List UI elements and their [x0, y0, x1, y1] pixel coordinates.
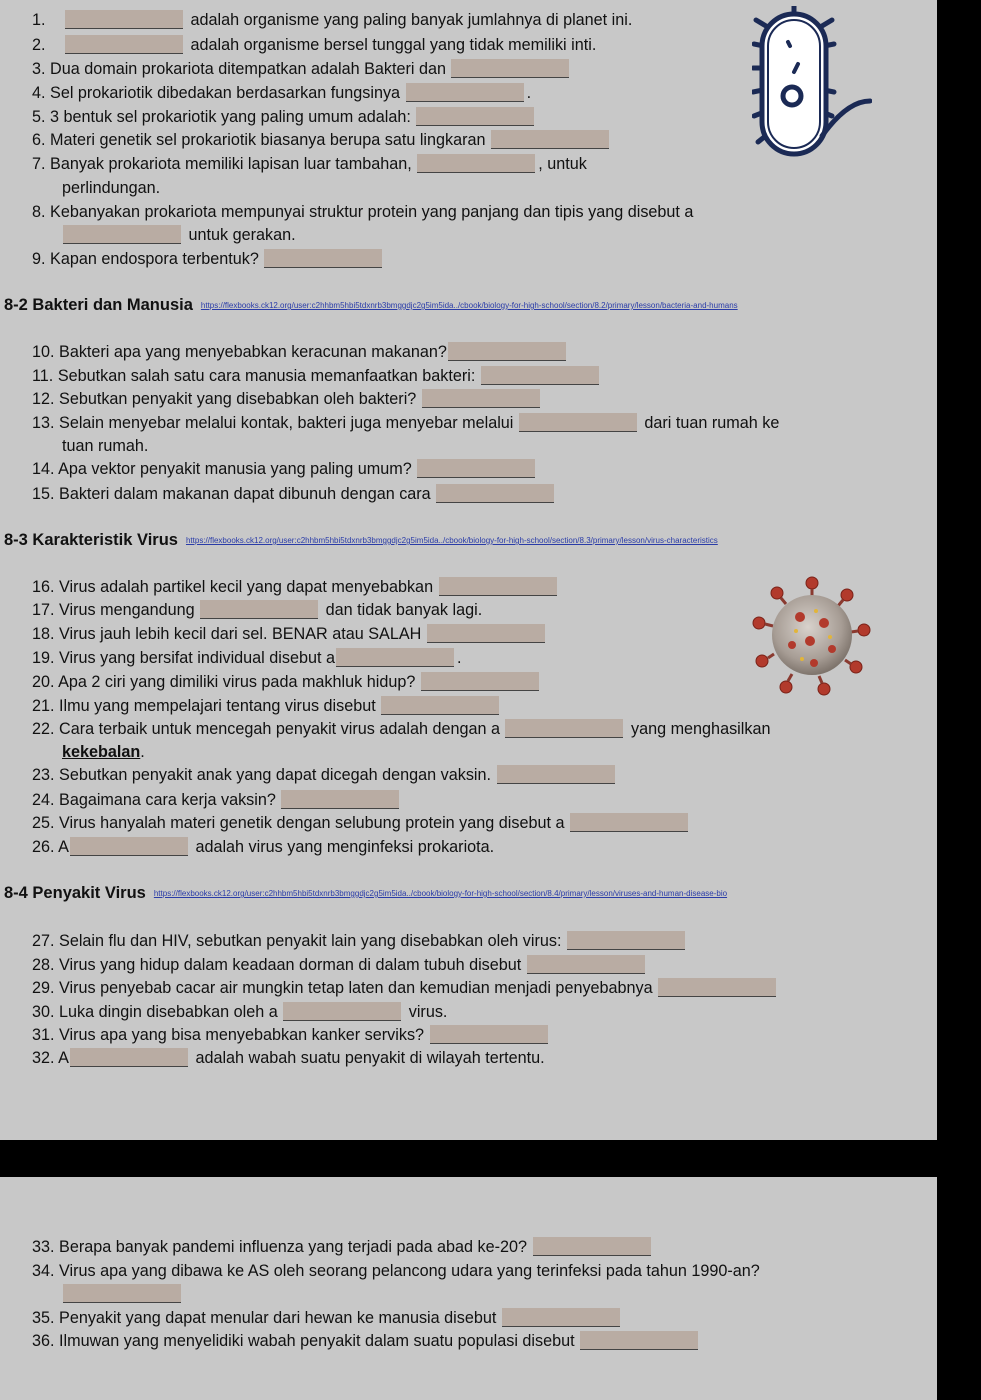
- question-6: 6. Materi genetik sel prokariotik biasanya berupa satu lingkaran: [32, 130, 612, 150]
- answer-blank-29[interactable]: [658, 978, 776, 997]
- question-27: 27. Selain flu dan HIV, sebutkan penyakit lain yang disebabkan oleh virus:: [32, 931, 688, 951]
- question-34-continued: [62, 1284, 184, 1304]
- virus-icon: [752, 575, 872, 697]
- answer-blank-17[interactable]: [200, 600, 318, 619]
- question-13-continued: tuan rumah.: [62, 437, 149, 455]
- question-25: 25. Virus hanyalah materi genetik dengan selubung protein yang disebut a: [32, 813, 691, 833]
- section-title-8-4: 8-4 Penyakit Virus https://flexbooks.ck12.org/user:c2hhbm5hbi5tdxnrb3bmggdjc2g5im5ida../cbook/biology-for-high-school/section/8.4/primary/lesson/viruses-and-human-disease-bio: [4, 884, 728, 902]
- question-35: 35. Penyakit yang dapat menular dari hewan ke manusia disebut: [32, 1308, 623, 1328]
- question-26: 26. A adalah virus yang menginfeksi prokariota.: [32, 838, 495, 856]
- answer-blank-1[interactable]: [65, 10, 183, 29]
- question-22: 22. Cara terbaik untuk mencegah penyakit virus adalah dengan a yang menghasilkan: [32, 720, 771, 738]
- answer-blank-21[interactable]: [381, 696, 499, 715]
- answer-blank-16[interactable]: [439, 577, 557, 596]
- question-29: 29. Virus penyebab cacar air mungkin tetap laten dan kemudian menjadi penyebabnya: [32, 978, 779, 998]
- answer-blank-6[interactable]: [491, 130, 609, 149]
- answer-blank-25[interactable]: [570, 813, 688, 832]
- answer-blank-7[interactable]: [417, 154, 535, 173]
- question-15: 15. Bakteri dalam makanan dapat dibunuh dengan cara: [32, 484, 557, 504]
- question-5: 5. 3 bentuk sel prokariotik yang paling umum adalah:: [32, 107, 537, 127]
- answer-blank-27[interactable]: [567, 931, 685, 950]
- question-7-continued: perlindungan.: [62, 179, 161, 197]
- answer-blank-18[interactable]: [427, 624, 545, 643]
- question-7: 7. Banyak prokariota memiliki lapisan luar tambahan, , untuk: [32, 155, 587, 173]
- answer-blank-35[interactable]: [502, 1308, 620, 1327]
- answer-blank-36[interactable]: [580, 1331, 698, 1350]
- question-8-continued: untuk gerakan.: [62, 225, 296, 245]
- answer-blank-15[interactable]: [436, 484, 554, 503]
- question-4: 4. Sel prokariotik dibedakan berdasarkan fungsinya .: [32, 84, 532, 102]
- question-16: 16. Virus adalah partikel kecil yang dapat menyebabkan: [32, 577, 560, 597]
- answer-blank-23[interactable]: [497, 765, 615, 784]
- question-24: 24. Bagaimana cara kerja vaksin?: [32, 790, 402, 810]
- question-18: 18. Virus jauh lebih kecil dari sel. BENAR atau SALAH: [32, 624, 548, 644]
- answer-blank-20[interactable]: [421, 672, 539, 691]
- question-17: 17. Virus mengandung dan tidak banyak lagi.: [32, 601, 483, 619]
- answer-blank-11[interactable]: [481, 366, 599, 385]
- answer-blank-30[interactable]: [283, 1002, 401, 1021]
- answer-blank-12[interactable]: [422, 389, 540, 408]
- question-1: 1. adalah organisme yang paling banyak jumlahnya di planet ini.: [32, 11, 633, 29]
- section-8-4-link[interactable]: https://flexbooks.ck12.org/user:c2hhbm5hbi5tdxnrb3bmggdjc2g5im5ida../cbook/biology-for-high-school/section/8.4/primary/lesson/viruses-and-human-disease-bio: [153, 889, 728, 898]
- question-34: 34. Virus apa yang dibawa ke AS oleh seorang pelancong udara yang terinfeksi pada tahun 1990-an?: [32, 1262, 760, 1280]
- question-10: 10. Bakteri apa yang menyebabkan keracunan makanan?: [32, 342, 569, 362]
- question-23: 23. Sebutkan penyakit anak yang dapat dicegah dengan vaksin.: [32, 765, 618, 785]
- answer-blank-19[interactable]: [336, 648, 454, 667]
- section-title-8-2: 8-2 Bakteri dan Manusia https://flexbooks.ck12.org/user:c2hhbm5hbi5tdxnrb3bmggdjc2g5im5ida../cbook/biology-for-high-school/section/8.2/primary/lesson/bacteria-and-humans: [4, 296, 738, 314]
- question-19: 19. Virus yang bersifat individual disebut a .: [32, 649, 462, 667]
- question-2: 2. adalah organisme bersel tunggal yang tidak memiliki inti.: [32, 36, 597, 54]
- question-30: 30. Luka dingin disebabkan oleh a virus.: [32, 1003, 448, 1021]
- answer-blank-8[interactable]: [63, 225, 181, 244]
- answer-blank-33[interactable]: [533, 1237, 651, 1256]
- answer-blank-3[interactable]: [451, 59, 569, 78]
- question-28: 28. Virus yang hidup dalam keadaan dorman di dalam tubuh disebut: [32, 955, 648, 975]
- question-21: 21. Ilmu yang mempelajari tentang virus disebut: [32, 696, 502, 716]
- question-32: 32. A adalah wabah suatu penyakit di wilayah tertentu.: [32, 1049, 545, 1067]
- question-14: 14. Apa vektor penyakit manusia yang paling umum?: [32, 459, 538, 479]
- question-9: 9. Kapan endospora terbentuk?: [32, 249, 385, 269]
- question-3: 3. Dua domain prokariota ditempatkan adalah Bakteri dan: [32, 59, 572, 79]
- answer-blank-5[interactable]: [416, 107, 534, 126]
- section-8-3-link[interactable]: https://flexbooks.ck12.org/user:c2hhbm5hbi5tdxnrb3bmggdjc2g5im5ida../cbook/biology-for-high-school/section/8.3/primary/lesson/virus-characteristics: [185, 536, 718, 545]
- question-13: 13. Selain menyebar melalui kontak, bakteri juga menyebar melalui dari tuan rumah ke: [32, 414, 780, 432]
- question-22-continued: kekebalan.: [62, 743, 145, 761]
- answer-blank-26[interactable]: [70, 837, 188, 856]
- answer-blank-22[interactable]: [505, 719, 623, 738]
- question-33: 33. Berapa banyak pandemi influenza yang terjadi pada abad ke-20?: [32, 1237, 654, 1257]
- answer-blank-4[interactable]: [406, 83, 524, 102]
- answer-blank-13[interactable]: [519, 413, 637, 432]
- answer-blank-2[interactable]: [65, 35, 183, 54]
- question-36: 36. Ilmuwan yang menyelidiki wabah penyakit dalam suatu populasi disebut: [32, 1331, 701, 1351]
- answer-blank-14[interactable]: [417, 459, 535, 478]
- question-31: 31. Virus apa yang bisa menyebabkan kanker serviks?: [32, 1025, 551, 1045]
- answer-blank-34[interactable]: [63, 1284, 181, 1303]
- answer-blank-31[interactable]: [430, 1025, 548, 1044]
- answer-blank-28[interactable]: [527, 955, 645, 974]
- question-8: 8. Kebanyakan prokariota mempunyai struktur protein yang panjang dan tipis yang disebut a: [32, 203, 694, 221]
- answer-blank-10[interactable]: [448, 342, 566, 361]
- question-12: 12. Sebutkan penyakit yang disebabkan oleh bakteri?: [32, 389, 543, 409]
- section-title-8-3: 8-3 Karakteristik Virus https://flexbooks.ck12.org/user:c2hhbm5hbi5tdxnrb3bmggdjc2g5im5ida../cbook/biology-for-high-school/section/8.3/primary/lesson/virus-characteristics: [4, 531, 718, 549]
- answer-blank-9[interactable]: [264, 249, 382, 268]
- bacterium-icon: [752, 6, 872, 161]
- answer-blank-24[interactable]: [281, 790, 399, 809]
- answer-blank-32[interactable]: [70, 1048, 188, 1067]
- question-20: 20. Apa 2 ciri yang dimiliki virus pada makhluk hidup?: [32, 672, 542, 692]
- question-11: 11. Sebutkan salah satu cara manusia memanfaatkan bakteri:: [32, 366, 602, 386]
- section-8-2-link[interactable]: https://flexbooks.ck12.org/user:c2hhbm5hbi5tdxnrb3bmggdjc2g5im5ida../cbook/biology-for-high-school/section/8.2/primary/lesson/bacteria-and-humans: [200, 301, 738, 310]
